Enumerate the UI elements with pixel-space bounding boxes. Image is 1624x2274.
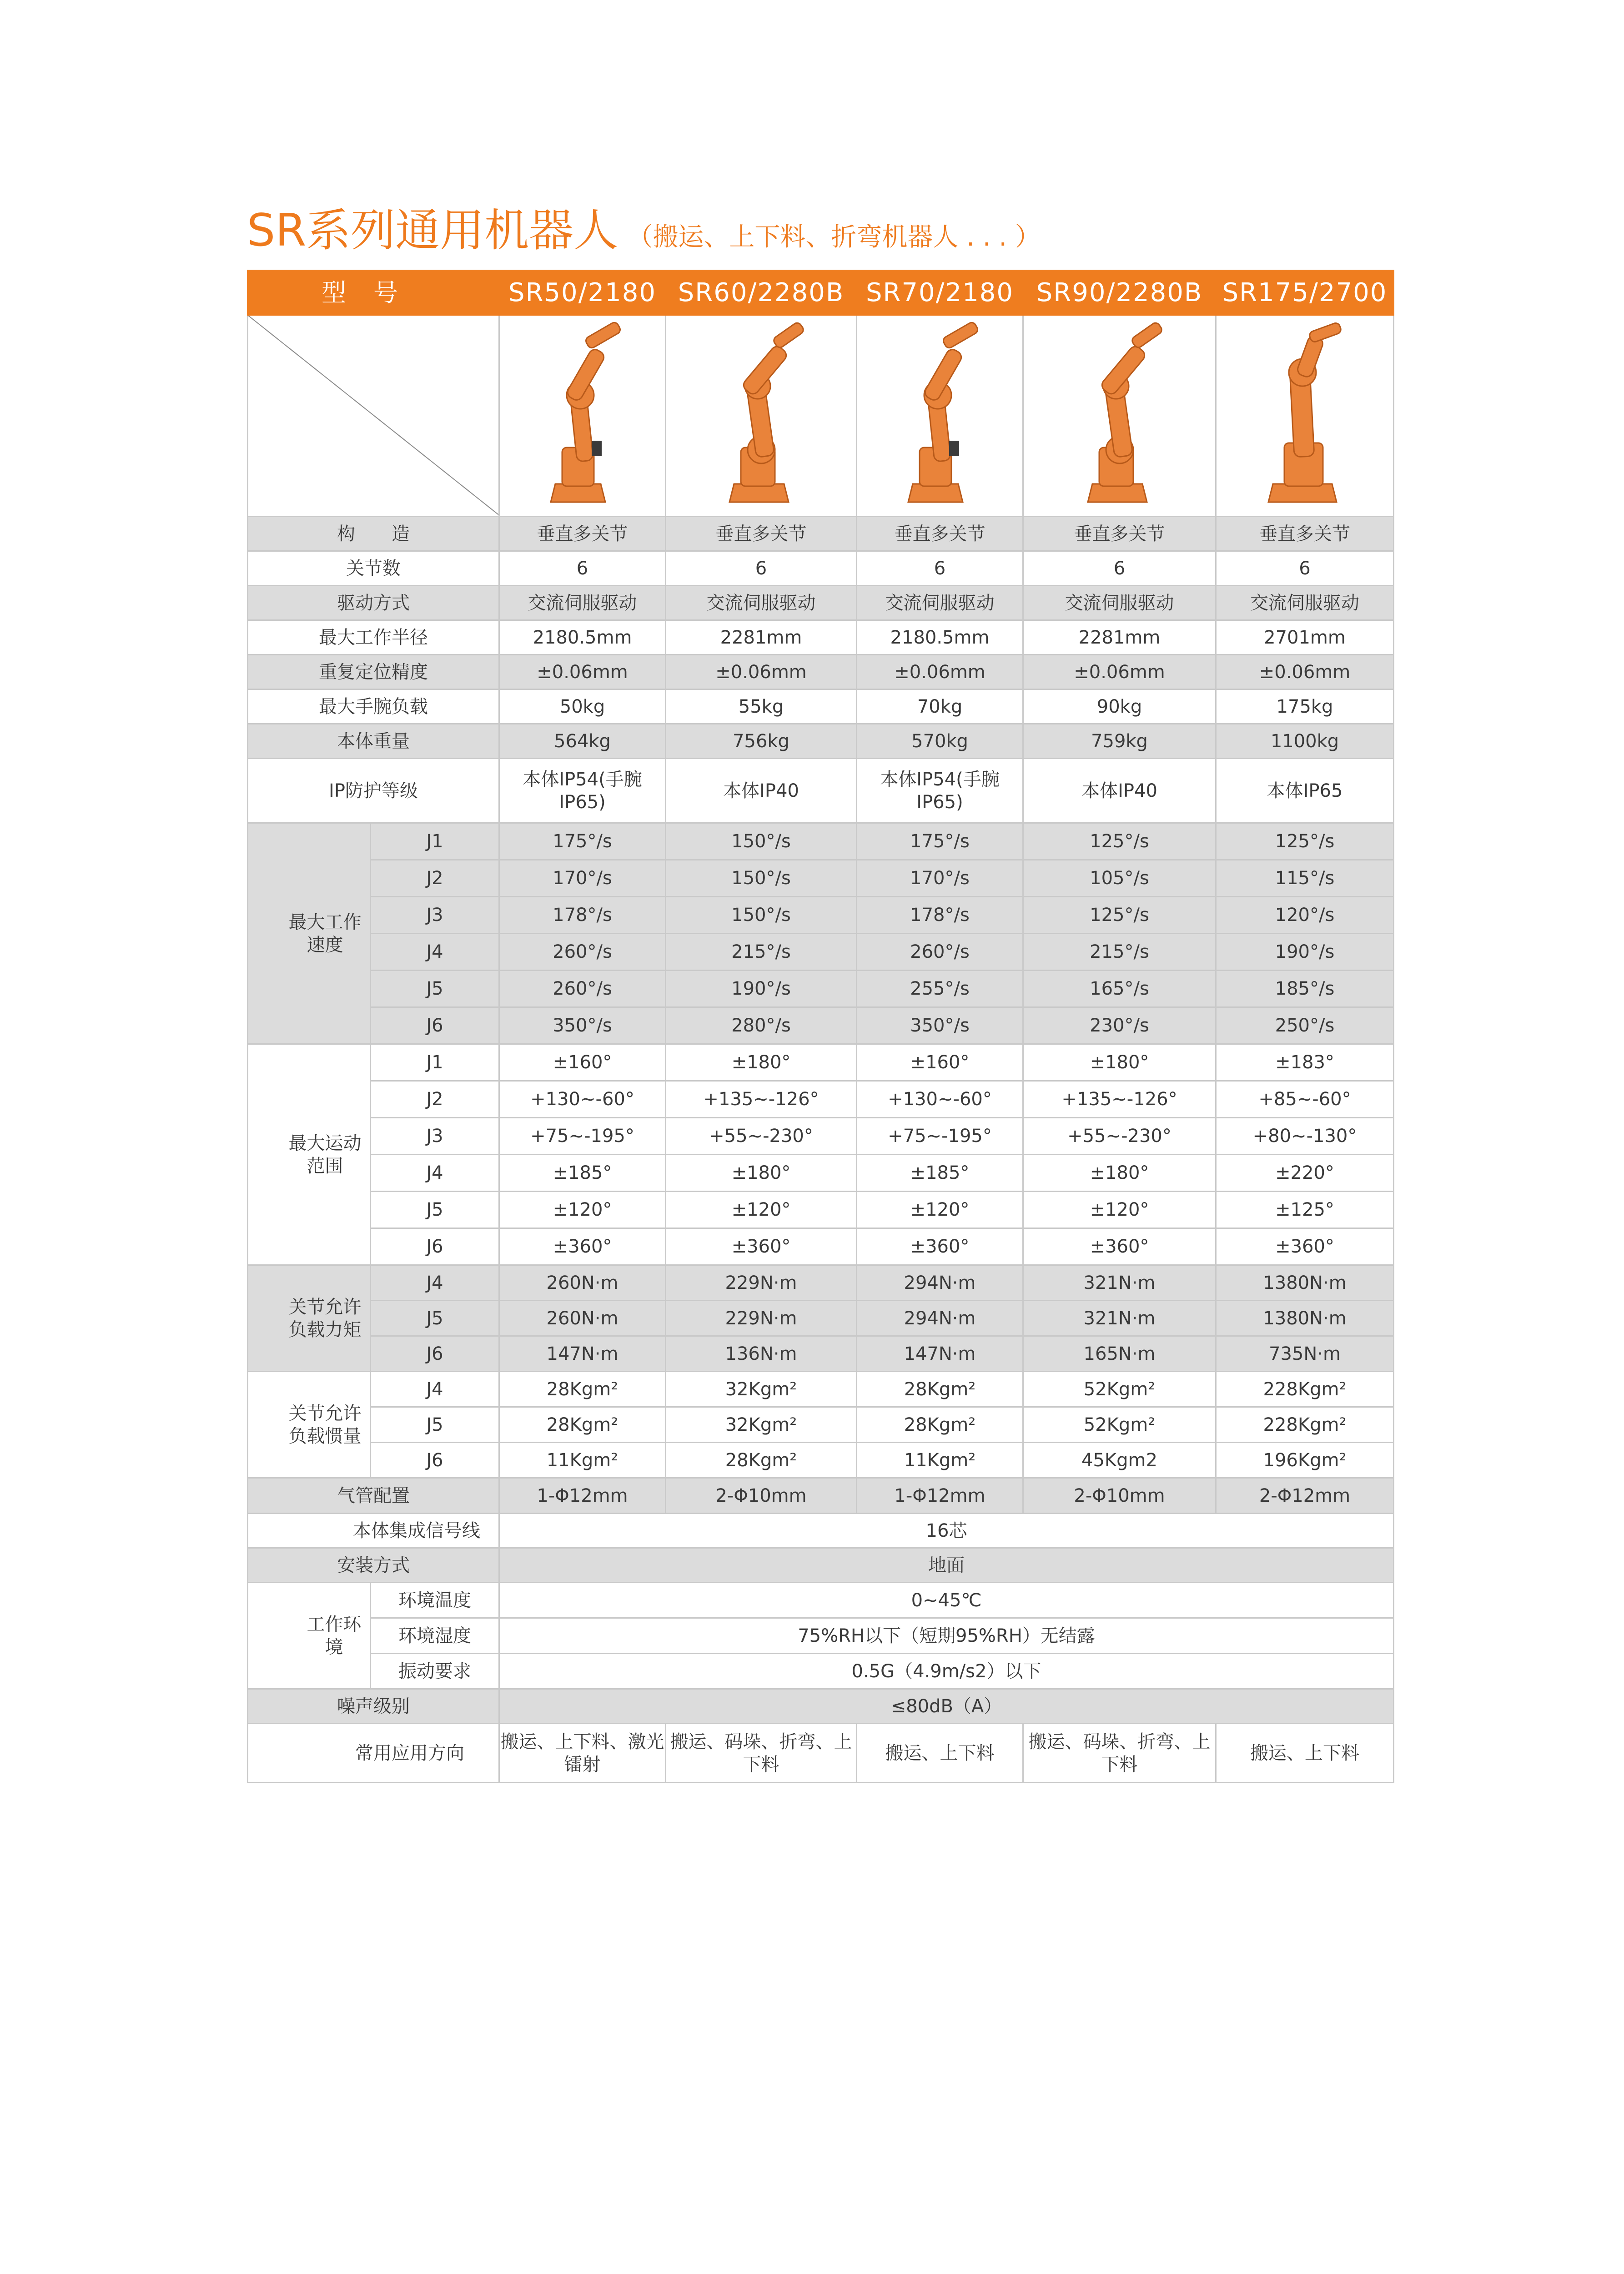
model-name: SR175/2700: [1216, 271, 1394, 315]
robot-arm-image: [1074, 320, 1165, 511]
cell: 32Kgm²: [666, 1407, 857, 1443]
cell: 地面: [499, 1548, 1394, 1583]
cell: 136N·m: [666, 1336, 857, 1372]
spec-table: [247, 270, 1394, 1783]
torque-row: [248, 1265, 1394, 1301]
cell: ±183°: [1216, 1044, 1394, 1081]
cell: ±160°: [857, 1044, 1023, 1081]
cell: +135~-126°: [1023, 1081, 1216, 1118]
cell: 45Kgm2: [1023, 1443, 1216, 1478]
env-label: 环境湿度: [371, 1618, 499, 1654]
cell: ≤80dB（A）: [499, 1689, 1394, 1724]
cell: 2-Φ10mm: [1023, 1478, 1216, 1514]
speed-row: [248, 860, 1394, 897]
cell: 本体IP54(手腕IP65): [857, 759, 1023, 823]
speed-row: [248, 971, 1394, 1007]
row-radius: [248, 620, 1394, 655]
cell: 170°/s: [857, 860, 1023, 897]
row-label: 本体集成信号线: [248, 1514, 499, 1548]
row-ip: [248, 759, 1394, 823]
row-structure: [248, 517, 1394, 551]
torque-row: [248, 1301, 1394, 1336]
header-row: [248, 271, 1394, 315]
row-signal: [248, 1514, 1394, 1548]
cell: 125°/s: [1023, 897, 1216, 934]
cell: 294N·m: [857, 1301, 1023, 1336]
cell: 255°/s: [857, 971, 1023, 1007]
cell: ±180°: [666, 1044, 857, 1081]
cell: 115°/s: [1216, 860, 1394, 897]
cell: ±120°: [499, 1192, 666, 1228]
row-label: 最大工作半径: [248, 620, 499, 655]
cell: 260°/s: [499, 971, 666, 1007]
joint-label: J5: [371, 1192, 499, 1228]
row-label: 重复定位精度: [248, 655, 499, 689]
cell: 178°/s: [499, 897, 666, 934]
robot-image-cell: [499, 315, 666, 517]
row-label: 构 造: [248, 517, 499, 551]
cell: 垂直多关节: [666, 517, 857, 551]
row-label: 常用应用方向: [248, 1724, 499, 1783]
joint-label: J4: [371, 1265, 499, 1301]
cell: +55~-230°: [1023, 1118, 1216, 1155]
cell: ±0.06mm: [666, 655, 857, 689]
cell: 229N·m: [666, 1301, 857, 1336]
cell: 交流伺服驱动: [499, 586, 666, 620]
cell: 2281mm: [1023, 620, 1216, 655]
row-weight: [248, 724, 1394, 759]
cell: 260°/s: [857, 934, 1023, 971]
cell: 75%RH以下（短期95%RH）无结露: [499, 1618, 1394, 1654]
row-payload: [248, 689, 1394, 724]
cell: 1380N·m: [1216, 1301, 1394, 1336]
row-axes: [248, 551, 1394, 586]
cell: ±0.06mm: [857, 655, 1023, 689]
robot-image-cell: [1216, 315, 1394, 517]
group-label-inertia: 关节允许负载惯量: [248, 1372, 371, 1478]
cell: ±360°: [1216, 1228, 1394, 1265]
cell: 6: [857, 551, 1023, 586]
cell: 本体IP65: [1216, 759, 1394, 823]
cell: 1-Φ12mm: [499, 1478, 666, 1514]
cell: 本体IP40: [666, 759, 857, 823]
cell: +80~-130°: [1216, 1118, 1394, 1155]
model-header-label: 型号: [248, 271, 499, 315]
cell: 165N·m: [1023, 1336, 1216, 1372]
range-row: [248, 1081, 1394, 1118]
env-row: [248, 1654, 1394, 1689]
cell: 280°/s: [666, 1007, 857, 1044]
cell: 70kg: [857, 689, 1023, 724]
joint-label: J1: [371, 823, 499, 860]
joint-label: J1: [371, 1044, 499, 1081]
cell: ±360°: [666, 1228, 857, 1265]
model-name: SR70/2180: [857, 271, 1023, 315]
joint-label: J4: [371, 1155, 499, 1192]
joint-label: J4: [371, 1372, 499, 1407]
speed-row: [248, 1007, 1394, 1044]
joint-label: J6: [371, 1443, 499, 1478]
cell: 125°/s: [1216, 823, 1394, 860]
cell: ±360°: [857, 1228, 1023, 1265]
robot-arm-image: [537, 320, 628, 511]
cell: ±0.06mm: [1216, 655, 1394, 689]
cell: 6: [499, 551, 666, 586]
cell: ±180°: [1023, 1044, 1216, 1081]
cell: 55kg: [666, 689, 857, 724]
row-label: 最大手腕负载: [248, 689, 499, 724]
cell: ±180°: [1023, 1155, 1216, 1192]
cell: 228Kgm²: [1216, 1372, 1394, 1407]
cell: 196Kgm²: [1216, 1443, 1394, 1478]
cell: 230°/s: [1023, 1007, 1216, 1044]
cell: 260N·m: [499, 1301, 666, 1336]
range-row: [248, 1118, 1394, 1155]
title-sub: （搬运、上下料、折弯机器人 . . . ）: [627, 222, 1041, 252]
cell: 175kg: [1216, 689, 1394, 724]
model-name: SR90/2280B: [1023, 271, 1216, 315]
cell: 229N·m: [666, 1265, 857, 1301]
joint-label: J4: [371, 934, 499, 971]
cell: 2180.5mm: [499, 620, 666, 655]
joint-label: J5: [371, 1301, 499, 1336]
cell: 0.5G（4.9m/s2）以下: [499, 1654, 1394, 1689]
cell: 交流伺服驱动: [1023, 586, 1216, 620]
robot-arm-image: [716, 320, 807, 511]
cell: 350°/s: [857, 1007, 1023, 1044]
joint-label: J6: [371, 1007, 499, 1044]
robot-arm-image: [1259, 320, 1350, 511]
row-label: 安装方式: [248, 1548, 499, 1583]
cell: 搬运、上下料、激光镭射: [499, 1724, 666, 1783]
cell: 756kg: [666, 724, 857, 759]
cell: 交流伺服驱动: [857, 586, 1023, 620]
row-label: 本体重量: [248, 724, 499, 759]
cell: 564kg: [499, 724, 666, 759]
cell: 190°/s: [1216, 934, 1394, 971]
range-row: [248, 1228, 1394, 1265]
speed-row: [248, 934, 1394, 971]
cell: 交流伺服驱动: [666, 586, 857, 620]
cell: 147N·m: [857, 1336, 1023, 1372]
cell: 294N·m: [857, 1265, 1023, 1301]
joint-label: J3: [371, 897, 499, 934]
cell: 735N·m: [1216, 1336, 1394, 1372]
cell: 垂直多关节: [857, 517, 1023, 551]
cell: 228Kgm²: [1216, 1407, 1394, 1443]
diagonal-header-cell: [248, 315, 499, 517]
cell: +55~-230°: [666, 1118, 857, 1155]
cell: 28Kgm²: [666, 1443, 857, 1478]
inertia-row: [248, 1372, 1394, 1407]
row-label: 关节数: [248, 551, 499, 586]
cell: 6: [1216, 551, 1394, 586]
speed-row: [248, 823, 1394, 860]
cell: 2-Φ10mm: [666, 1478, 857, 1514]
joint-label: J3: [371, 1118, 499, 1155]
robot-image-cell: [1023, 315, 1216, 517]
cell: ±120°: [1023, 1192, 1216, 1228]
cell: 215°/s: [1023, 934, 1216, 971]
title-main: SR系列通用机器人: [247, 205, 618, 257]
cell: 2-Φ12mm: [1216, 1478, 1394, 1514]
cell: 150°/s: [666, 823, 857, 860]
cell: 321N·m: [1023, 1265, 1216, 1301]
cell: 2701mm: [1216, 620, 1394, 655]
cell: 52Kgm²: [1023, 1372, 1216, 1407]
group-label-speed: 最大工作速度: [248, 823, 371, 1044]
cell: ±220°: [1216, 1155, 1394, 1192]
inertia-row: [248, 1443, 1394, 1478]
row-apps: [248, 1724, 1394, 1783]
group-label-range: 最大运动范围: [248, 1044, 371, 1265]
cell: 350°/s: [499, 1007, 666, 1044]
joint-label: J5: [371, 971, 499, 1007]
cell: 50kg: [499, 689, 666, 724]
cell: 搬运、上下料: [1216, 1724, 1394, 1783]
cell: 11Kgm²: [857, 1443, 1023, 1478]
cell: 1100kg: [1216, 724, 1394, 759]
cell: ±160°: [499, 1044, 666, 1081]
cell: 1380N·m: [1216, 1265, 1394, 1301]
diagonal-line: [248, 316, 499, 516]
cell: 190°/s: [666, 971, 857, 1007]
cell: +85~-60°: [1216, 1081, 1394, 1118]
cell: 260N·m: [499, 1265, 666, 1301]
cell: 120°/s: [1216, 897, 1394, 934]
cell: +135~-126°: [666, 1081, 857, 1118]
cell: 105°/s: [1023, 860, 1216, 897]
cell: 本体IP54(手腕IP65): [499, 759, 666, 823]
cell: 759kg: [1023, 724, 1216, 759]
cell: 175°/s: [499, 823, 666, 860]
cell: 搬运、上下料: [857, 1724, 1023, 1783]
page-title: [247, 195, 1041, 259]
robot-arm-image: [895, 320, 985, 511]
group-label-env: 工作环境: [248, 1583, 371, 1689]
row-label: 噪声级别: [248, 1689, 499, 1724]
cell: 250°/s: [1216, 1007, 1394, 1044]
group-label-torque: 关节允许负载力矩: [248, 1265, 371, 1372]
cell: 11Kgm²: [499, 1443, 666, 1478]
cell: ±125°: [1216, 1192, 1394, 1228]
env-label: 环境温度: [371, 1583, 499, 1618]
cell: 170°/s: [499, 860, 666, 897]
cell: 16芯: [499, 1514, 1394, 1548]
cell: 28Kgm²: [499, 1372, 666, 1407]
cell: ±120°: [857, 1192, 1023, 1228]
cell: 垂直多关节: [499, 517, 666, 551]
range-row: [248, 1044, 1394, 1081]
cell: 0~45℃: [499, 1583, 1394, 1618]
cell: 交流伺服驱动: [1216, 586, 1394, 620]
joint-label: J2: [371, 1081, 499, 1118]
inertia-row: [248, 1407, 1394, 1443]
joint-label: J6: [371, 1336, 499, 1372]
joint-label: J2: [371, 860, 499, 897]
env-label: 振动要求: [371, 1654, 499, 1689]
cell: 90kg: [1023, 689, 1216, 724]
cell: 6: [666, 551, 857, 586]
model-name: SR60/2280B: [666, 271, 857, 315]
cell: 搬运、码垛、折弯、上下料: [1023, 1724, 1216, 1783]
cell: 165°/s: [1023, 971, 1216, 1007]
cell: ±185°: [499, 1155, 666, 1192]
cell: ±0.06mm: [1023, 655, 1216, 689]
range-row: [248, 1155, 1394, 1192]
cell: 1-Φ12mm: [857, 1478, 1023, 1514]
row-air: [248, 1478, 1394, 1514]
cell: 175°/s: [857, 823, 1023, 860]
cell: 321N·m: [1023, 1301, 1216, 1336]
joint-label: J6: [371, 1228, 499, 1265]
row-label: IP防护等级: [248, 759, 499, 823]
cell: +130~-60°: [499, 1081, 666, 1118]
cell: 本体IP40: [1023, 759, 1216, 823]
cell: 28Kgm²: [857, 1372, 1023, 1407]
cell: 32Kgm²: [666, 1372, 857, 1407]
speed-row: [248, 897, 1394, 934]
cell: 125°/s: [1023, 823, 1216, 860]
cell: ±0.06mm: [499, 655, 666, 689]
robot-image-cell: [666, 315, 857, 517]
row-label: 气管配置: [248, 1478, 499, 1514]
cell: ±120°: [666, 1192, 857, 1228]
cell: 147N·m: [499, 1336, 666, 1372]
cell: 150°/s: [666, 897, 857, 934]
cell: 6: [1023, 551, 1216, 586]
cell: 2281mm: [666, 620, 857, 655]
cell: +130~-60°: [857, 1081, 1023, 1118]
cell: 150°/s: [666, 860, 857, 897]
cell: ±185°: [857, 1155, 1023, 1192]
cell: ±360°: [1023, 1228, 1216, 1265]
robot-image-cell: [857, 315, 1023, 517]
cell: 185°/s: [1216, 971, 1394, 1007]
env-row: [248, 1583, 1394, 1618]
cell: 垂直多关节: [1023, 517, 1216, 551]
row-mount: [248, 1548, 1394, 1583]
row-drive: [248, 586, 1394, 620]
cell: 28Kgm²: [857, 1407, 1023, 1443]
cell: 570kg: [857, 724, 1023, 759]
image-row: [248, 315, 1394, 517]
cell: 260°/s: [499, 934, 666, 971]
cell: 28Kgm²: [499, 1407, 666, 1443]
cell: 178°/s: [857, 897, 1023, 934]
env-row: [248, 1618, 1394, 1654]
model-name: SR50/2180: [499, 271, 666, 315]
torque-row: [248, 1336, 1394, 1372]
cell: +75~-195°: [499, 1118, 666, 1155]
cell: 52Kgm²: [1023, 1407, 1216, 1443]
row-label: 驱动方式: [248, 586, 499, 620]
cell: 搬运、码垛、折弯、上下料: [666, 1724, 857, 1783]
row-noise: [248, 1689, 1394, 1724]
cell: +75~-195°: [857, 1118, 1023, 1155]
joint-label: J5: [371, 1407, 499, 1443]
cell: 垂直多关节: [1216, 517, 1394, 551]
row-repeat: [248, 655, 1394, 689]
cell: 2180.5mm: [857, 620, 1023, 655]
cell: 215°/s: [666, 934, 857, 971]
cell: ±360°: [499, 1228, 666, 1265]
range-row: [248, 1192, 1394, 1228]
cell: ±180°: [666, 1155, 857, 1192]
